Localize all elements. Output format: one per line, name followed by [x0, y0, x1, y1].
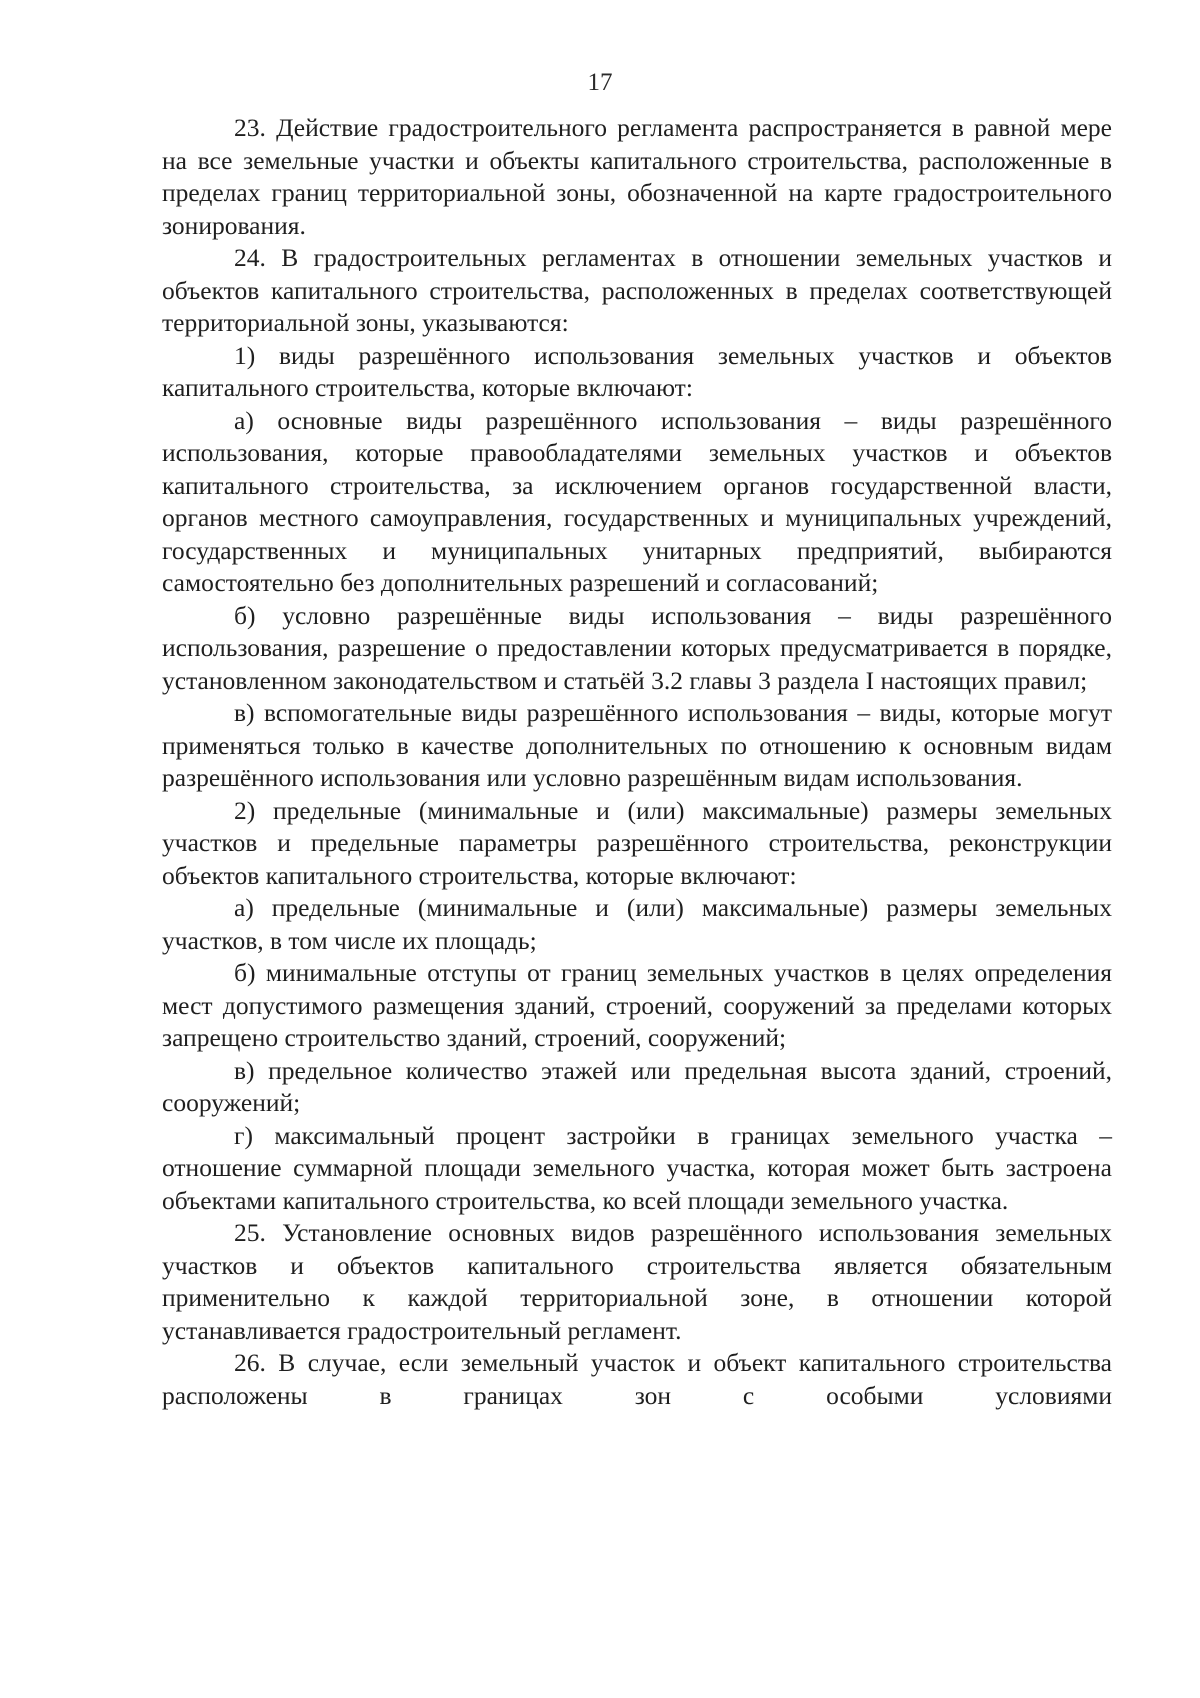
- paragraph-24-item-2v: в) предельное количество этажей или предельная высота зданий, строений, сооружений;: [162, 1055, 1112, 1117]
- paragraph-24-item-2b: б) минимальные отступы от границ земельных участков в целях определения мест допустимого размещения зданий, строений, сооружений за пределами которых запрещено строительство зданий, строений, сооружений;: [162, 958, 1112, 1052]
- paragraph-24-item-2a: а) предельные (минимальные и (или) максимальные) размеры земельных участков, в том числе их площадь;: [162, 893, 1112, 955]
- paragraph-24-item-1b: б) условно разрешённые виды использования – виды разрешённого использования, разрешение о предоставлении которых предусматривается в порядке, установленном законодательством и статьёй 3.2 главы 3 раздела I настоящих правил;: [162, 600, 1112, 695]
- paragraph-24-item-1: 1) виды разрешённого использования земельных участков и объектов капитального строительства, которые включают:: [162, 340, 1112, 402]
- paragraph-26: 26. В случае, если земельный участок и объект капитального строительства расположены в границах зон с особыми условиями: [162, 1348, 1112, 1410]
- paragraph-25: 25. Установление основных видов разрешённого использования земельных участков и объектов капитального строительства является обязательным применительно к каждой территориальной зоне, в отношении которой устанавливается градостроительный регламент.: [162, 1218, 1112, 1345]
- paragraph-23: 23. Действие градостроительного регламента распространяется в равной мере на все земельные участки и объекты капитального строительства, расположенные в пределах границ территориальной зоны, обозначенной на карте градостроительного зонирования.: [162, 113, 1112, 240]
- paragraph-24-item-2: 2) предельные (минимальные и (или) максимальные) размеры земельных участков и предельные параметры разрешённого строительства, реконструкции объектов капитального строительства, которые включают:: [162, 795, 1112, 890]
- paragraph-24-item-2g: г) максимальный процент застройки в границах земельного участка – отношение суммарной площади земельного участка, которая может быть застроена объектами капитального строительства, ко всей площади земельного участка.: [162, 1120, 1112, 1215]
- document-body: [162, 112, 1112, 1412]
- page-number: 17: [587, 69, 613, 96]
- paragraph-24: 24. В градостроительных регламентах в отношении земельных участков и объектов капитального строительства, расположенных в пределах соответствующей территориальной зоны, указываются:: [162, 243, 1112, 337]
- paragraph-24-item-1v: в) вспомогательные виды разрешённого использования – виды, которые могут применяться только в качестве дополнительных по отношению к основным видам разрешённого использования или условно разрешённым видам использования.: [162, 698, 1112, 792]
- paragraph-24-item-1a: а) основные виды разрешённого использования – виды разрешённого использования, которые правообладателями земельных участков и объектов капитального строительства, за исключением органов государственной власти, органов местного самоуправления, государственных и муниципальных учреждений, государственных и муниципальных унитарных предприятий, выбираются самостоятельно без дополнительных разрешений и согласований;: [162, 405, 1112, 597]
